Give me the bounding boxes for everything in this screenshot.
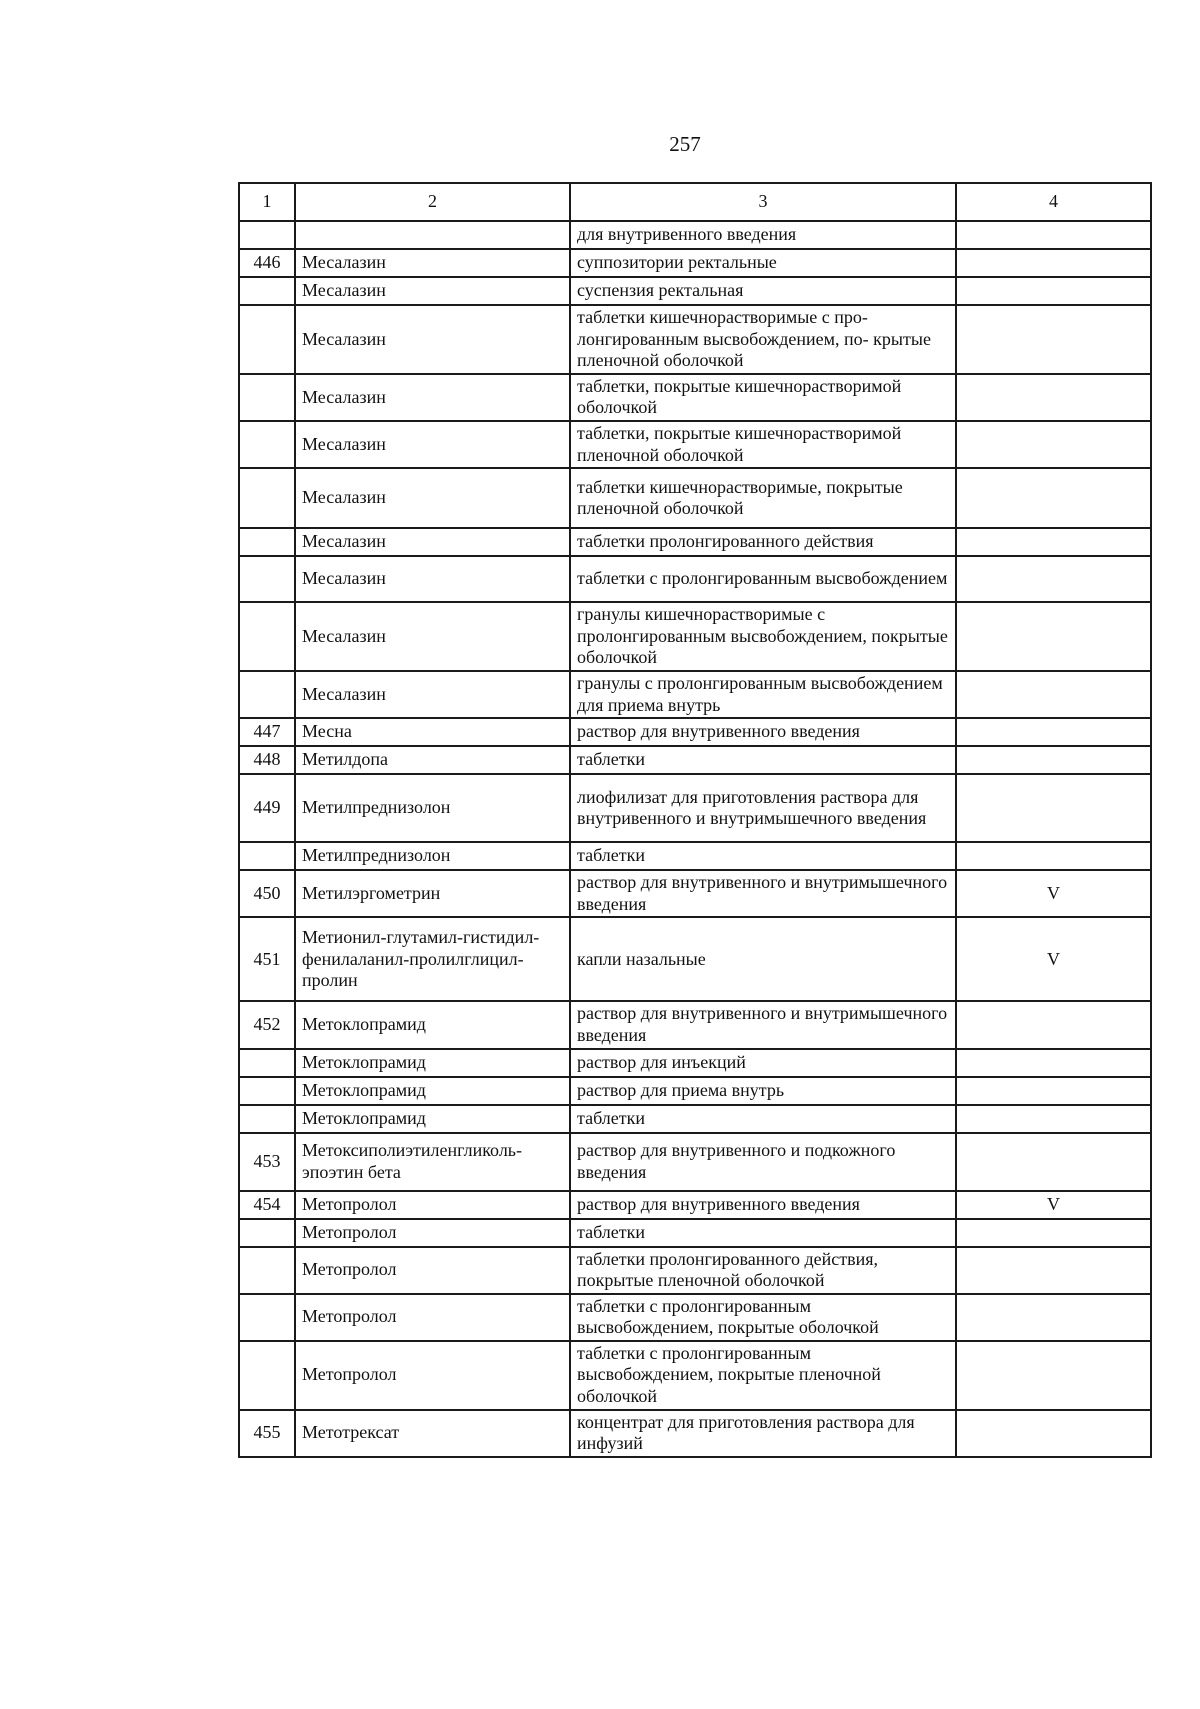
drug-name-cell: Метилпреднизолон (295, 774, 570, 842)
table-row (239, 671, 1151, 718)
table-row (239, 870, 1151, 917)
dosage-form-cell: концентрат для приготовления раствора для инфузий (570, 1410, 956, 1457)
mark-cell (956, 774, 1151, 842)
row-number-cell: 449 (239, 774, 295, 842)
mark-cell (956, 671, 1151, 718)
row-number-cell (239, 842, 295, 870)
table-row (239, 1077, 1151, 1105)
header-col-4: 4 (956, 183, 1151, 221)
page-number: 257 (669, 132, 701, 156)
drug-name-cell: Метоклопрамид (295, 1077, 570, 1105)
table-row (239, 602, 1151, 671)
dosage-form-cell: капли назальные (570, 917, 956, 1001)
table-row (239, 1219, 1151, 1247)
mark-cell (956, 746, 1151, 774)
table-row (239, 221, 1151, 249)
dosage-form-cell: таблетки с пролонгированным высвобождением, покрытые оболочкой (570, 1294, 956, 1341)
dosage-form-cell: таблетки с пролонгированным высвобождением, покрытые пленочной оболочкой (570, 1341, 956, 1410)
drug-name-cell: Месалазин (295, 421, 570, 468)
drug-name-cell: Месалазин (295, 528, 570, 556)
row-number-cell: 452 (239, 1001, 295, 1048)
drug-name-cell: Метионил-глутамил-гистидил-фенилаланил-пролилглицил-пролин (295, 917, 570, 1001)
drug-name-cell: Месна (295, 718, 570, 746)
row-number-cell (239, 1077, 295, 1105)
table-row (239, 1247, 1151, 1294)
row-number-cell: 451 (239, 917, 295, 1001)
drug-name-cell: Метоклопрамид (295, 1049, 570, 1077)
drug-name-cell: Метопролол (295, 1191, 570, 1219)
table-row (239, 1105, 1151, 1133)
dosage-form-cell: раствор для внутривенного и подкожного введения (570, 1133, 956, 1191)
table-row (239, 305, 1151, 374)
dosage-form-cell: раствор для инъекций (570, 1049, 956, 1077)
row-number-cell: 450 (239, 870, 295, 917)
mark-cell (956, 421, 1151, 468)
row-number-cell (239, 671, 295, 718)
table-row (239, 718, 1151, 746)
row-number-cell: 453 (239, 1133, 295, 1191)
mark-cell (956, 1247, 1151, 1294)
mark-cell (956, 221, 1151, 249)
drug-name-cell: Метопролол (295, 1219, 570, 1247)
dosage-form-cell: таблетки кишечнорастворимые, покрытые пленочной оболочкой (570, 468, 956, 528)
mark-cell (956, 468, 1151, 528)
row-number-cell (239, 421, 295, 468)
dosage-form-cell: гранулы с пролонгированным высвобождением для приема внутрь (570, 671, 956, 718)
table-row (239, 1049, 1151, 1077)
dosage-form-cell: раствор для внутривенного и внутримышечного введения (570, 870, 956, 917)
drug-name-cell: Месалазин (295, 277, 570, 305)
row-number-cell (239, 305, 295, 374)
dosage-form-cell: таблетки (570, 1219, 956, 1247)
table-row (239, 842, 1151, 870)
drug-table (238, 182, 1152, 1458)
row-number-cell (239, 556, 295, 602)
row-number-cell (239, 1247, 295, 1294)
table-row (239, 528, 1151, 556)
table-row (239, 1341, 1151, 1410)
row-number-cell (239, 468, 295, 528)
table-row (239, 746, 1151, 774)
mark-cell (956, 1077, 1151, 1105)
drug-name-cell: Метоклопрамид (295, 1001, 570, 1048)
table-body (239, 183, 1151, 1457)
row-number-cell (239, 1105, 295, 1133)
table-row (239, 1001, 1151, 1048)
drug-name-cell: Месалазин (295, 468, 570, 528)
dosage-form-cell: раствор для внутривенного и внутримышечного введения (570, 1001, 956, 1048)
dosage-form-cell: таблетки (570, 746, 956, 774)
dosage-form-cell: раствор для внутривенного введения (570, 718, 956, 746)
table-row (239, 917, 1151, 1001)
dosage-form-cell: гранулы кишечнорастворимые с пролонгированным высвобождением, покрытые оболочкой (570, 602, 956, 671)
dosage-form-cell: таблетки (570, 842, 956, 870)
header-row (239, 183, 1151, 221)
dosage-form-cell: раствор для приема внутрь (570, 1077, 956, 1105)
row-number-cell: 454 (239, 1191, 295, 1219)
table-row (239, 1294, 1151, 1341)
row-number-cell: 455 (239, 1410, 295, 1457)
table-row (239, 468, 1151, 528)
mark-cell: V (956, 917, 1151, 1001)
row-number-cell: 447 (239, 718, 295, 746)
drug-name-cell: Метопролол (295, 1247, 570, 1294)
table-row (239, 556, 1151, 602)
dosage-form-cell: суппозитории ректальные (570, 249, 956, 277)
table-row (239, 374, 1151, 421)
drug-name-cell: Метопролол (295, 1294, 570, 1341)
row-number-cell (239, 1049, 295, 1077)
drug-name-cell: Месалазин (295, 249, 570, 277)
mark-cell (956, 1105, 1151, 1133)
dosage-form-cell: таблетки, покрытые кишечнорастворимой пленочной оболочкой (570, 421, 956, 468)
dosage-form-cell: для внутривенного введения (570, 221, 956, 249)
mark-cell (956, 1049, 1151, 1077)
dosage-form-cell: таблетки пролонгированного действия (570, 528, 956, 556)
drug-name-cell: Метилпреднизолон (295, 842, 570, 870)
mark-cell (956, 1410, 1151, 1457)
mark-cell (956, 718, 1151, 746)
row-number-cell (239, 602, 295, 671)
drug-name-cell: Метилэргометрин (295, 870, 570, 917)
row-number-cell (239, 528, 295, 556)
drug-name-cell: Метоксиполиэтиленгликоль-эпоэтин бета (295, 1133, 570, 1191)
table-row (239, 774, 1151, 842)
mark-cell: V (956, 1191, 1151, 1219)
table-row (239, 1133, 1151, 1191)
drug-name-cell: Месалазин (295, 305, 570, 374)
mark-cell (956, 528, 1151, 556)
mark-cell (956, 602, 1151, 671)
mark-cell (956, 1133, 1151, 1191)
table-row (239, 1410, 1151, 1457)
row-number-cell (239, 221, 295, 249)
header-col-2: 2 (295, 183, 570, 221)
row-number-cell: 446 (239, 249, 295, 277)
drug-name-cell: Месалазин (295, 556, 570, 602)
drug-name-cell: Месалазин (295, 374, 570, 421)
mark-cell (956, 842, 1151, 870)
dosage-form-cell: таблетки пролонгированного действия, покрытые пленочной оболочкой (570, 1247, 956, 1294)
row-number-cell (239, 277, 295, 305)
dosage-form-cell: лиофилизат для приготовления раствора для внутривенного и внутримышечного введения (570, 774, 956, 842)
row-number-cell (239, 1294, 295, 1341)
row-number-cell (239, 374, 295, 421)
drug-name-cell: Метопролол (295, 1341, 570, 1410)
mark-cell (956, 556, 1151, 602)
dosage-form-cell: таблетки, покрытые кишечнорастворимой оболочкой (570, 374, 956, 421)
drug-name-cell: Метилдопа (295, 746, 570, 774)
row-number-cell (239, 1219, 295, 1247)
header-col-3: 3 (570, 183, 956, 221)
header-col-1: 1 (239, 183, 295, 221)
dosage-form-cell: таблетки (570, 1105, 956, 1133)
row-number-cell: 448 (239, 746, 295, 774)
mark-cell (956, 1341, 1151, 1410)
dosage-form-cell: таблетки кишечнорастворимые с про- лонгированным высвобождением, по- крытые пленочной оболочкой (570, 305, 956, 374)
drug-name-cell: Месалазин (295, 671, 570, 718)
table-row (239, 421, 1151, 468)
dosage-form-cell: раствор для внутривенного введения (570, 1191, 956, 1219)
mark-cell (956, 249, 1151, 277)
table-row (239, 277, 1151, 305)
drug-name-cell (295, 221, 570, 249)
drug-name-cell: Месалазин (295, 602, 570, 671)
mark-cell (956, 374, 1151, 421)
mark-cell (956, 1294, 1151, 1341)
mark-cell (956, 277, 1151, 305)
drug-name-cell: Метотрексат (295, 1410, 570, 1457)
mark-cell (956, 1001, 1151, 1048)
table-row (239, 249, 1151, 277)
table-row (239, 1191, 1151, 1219)
row-number-cell (239, 1341, 295, 1410)
dosage-form-cell: суспензия ректальная (570, 277, 956, 305)
drug-name-cell: Метоклопрамид (295, 1105, 570, 1133)
dosage-form-cell: таблетки с пролонгированным высвобождением (570, 556, 956, 602)
mark-cell (956, 1219, 1151, 1247)
mark-cell (956, 305, 1151, 374)
mark-cell: V (956, 870, 1151, 917)
